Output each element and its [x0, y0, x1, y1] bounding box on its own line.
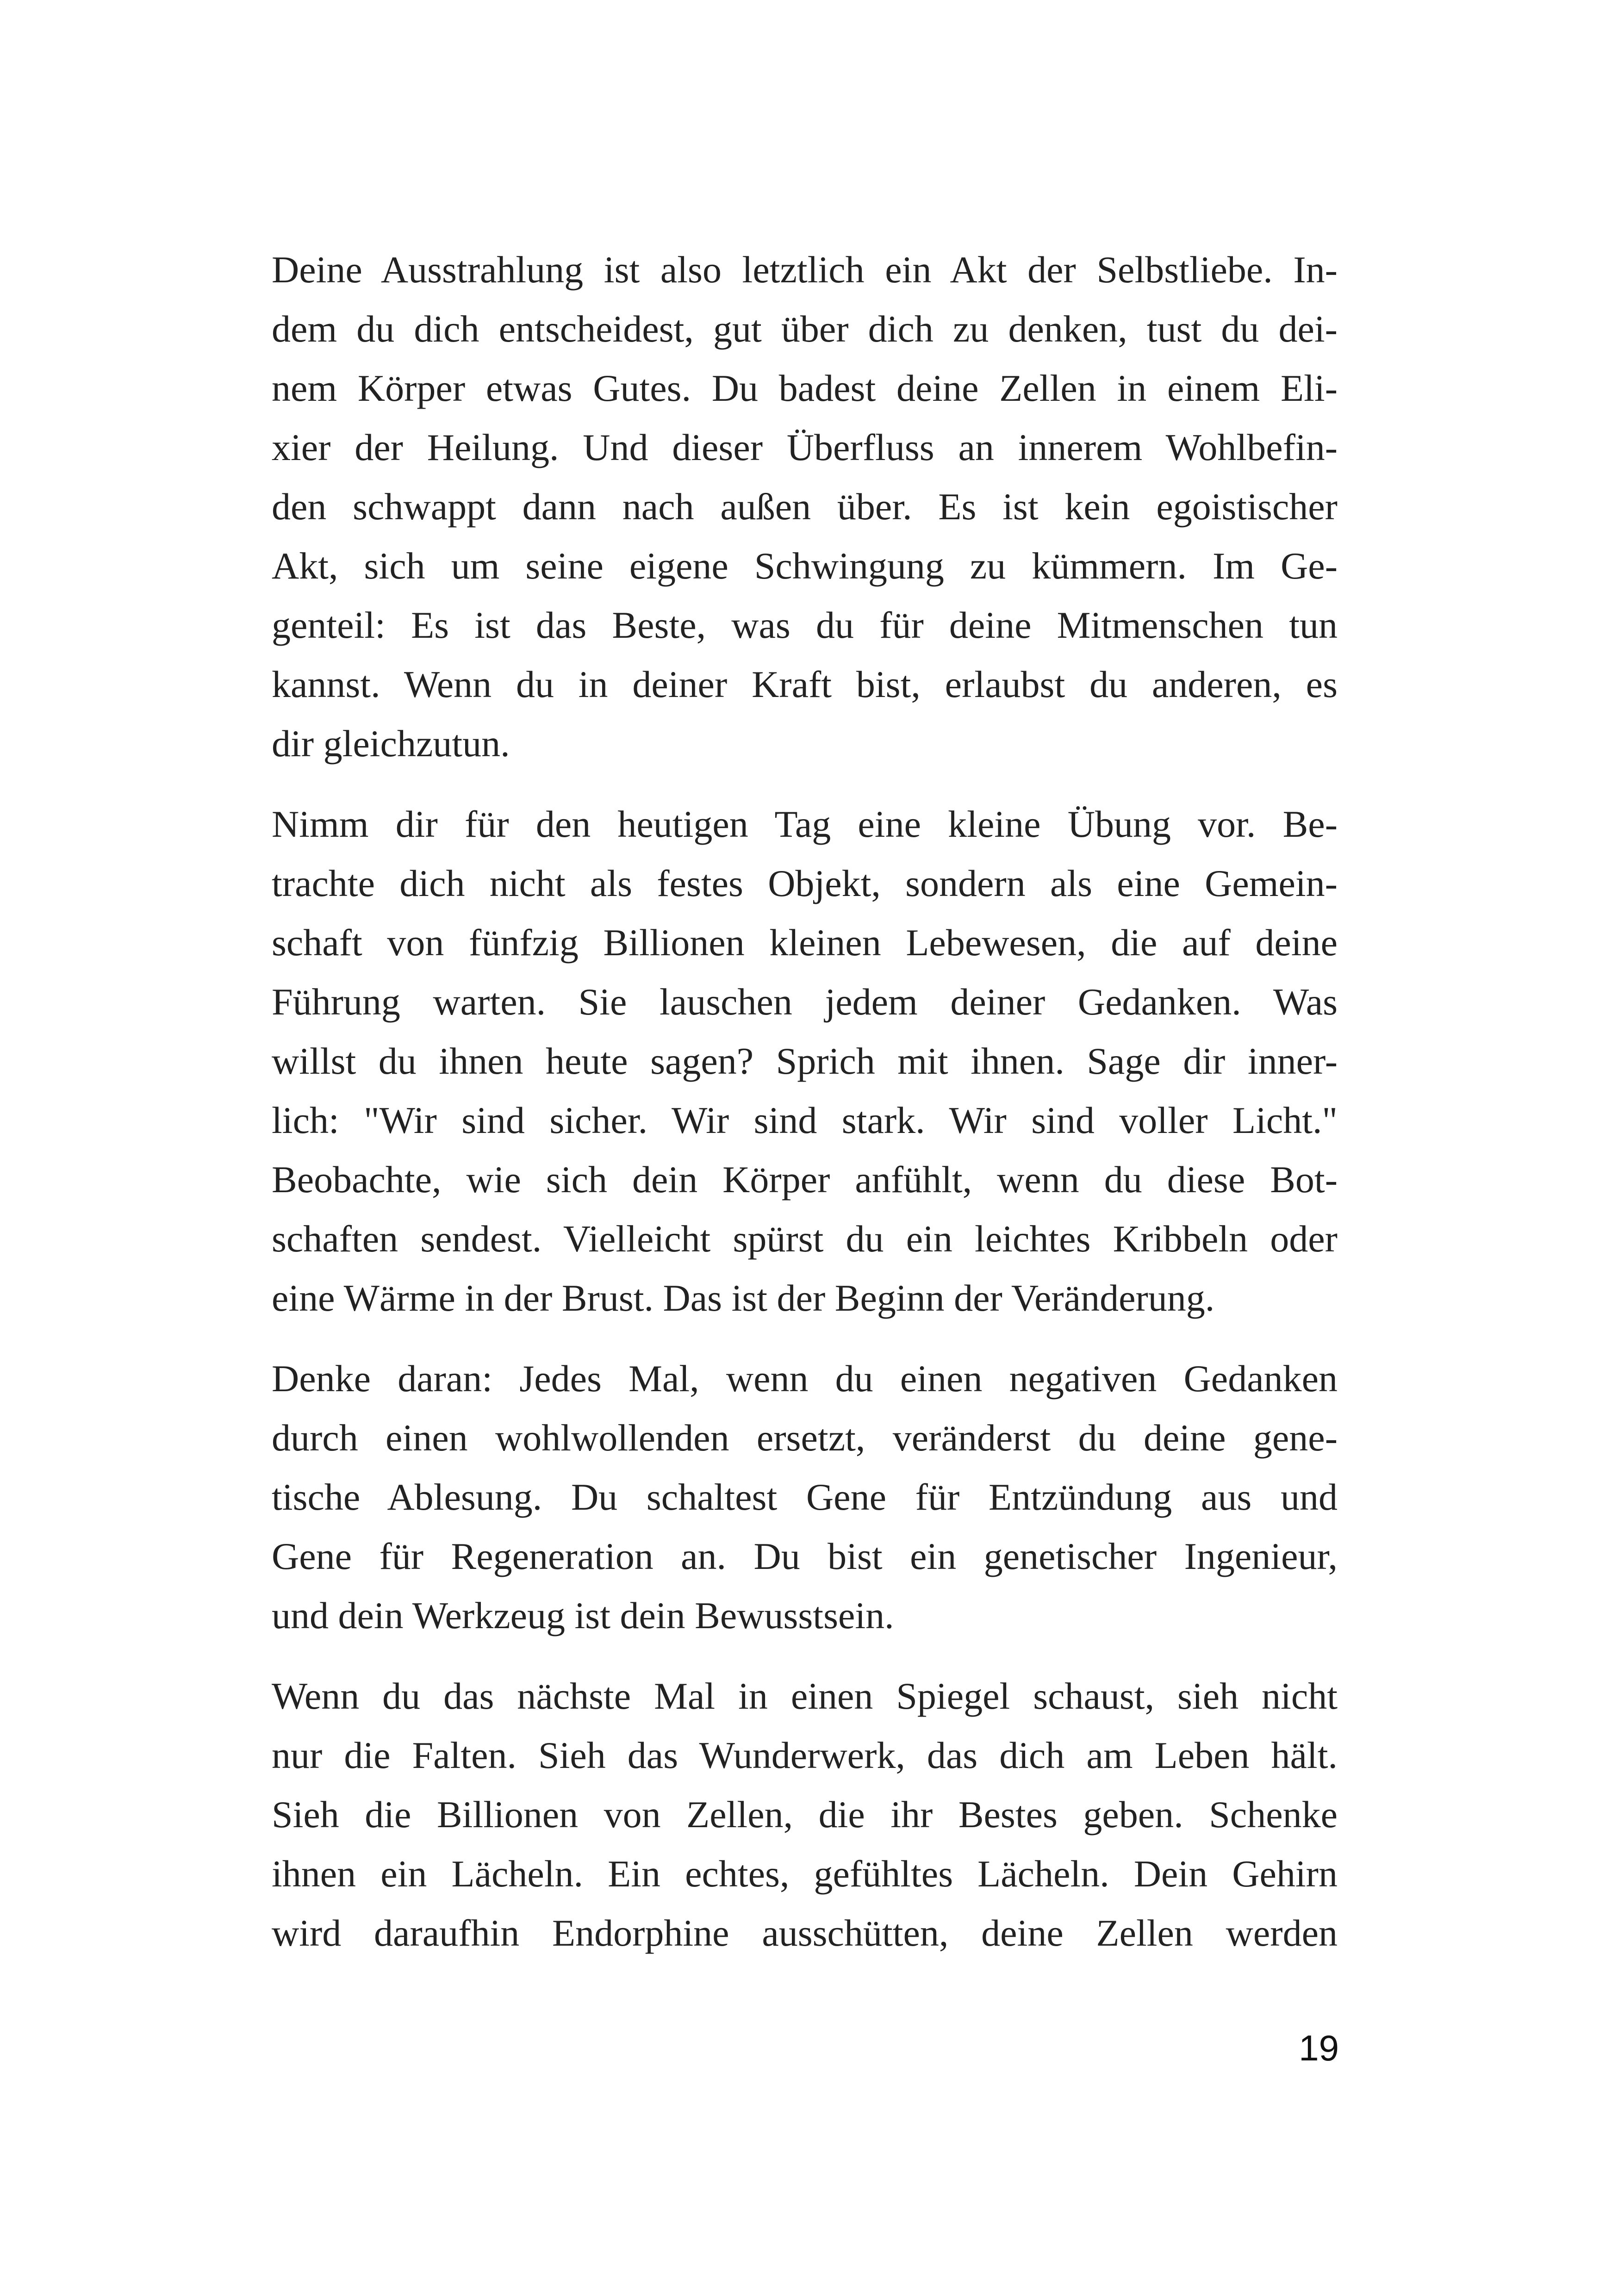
- text-line: und dein Werkzeug ist dein Bewusstsein.: [272, 1594, 894, 1636]
- text-line: trachte dich nicht als festes Objekt, sondern als eine Gemein-: [272, 862, 1338, 904]
- text-line: Denke daran: Jedes Mal, wenn du einen negativen Gedanken: [272, 1357, 1338, 1400]
- text-line: Wenn du das nächste Mal in einen Spiegel schaust, sieh nicht: [272, 1675, 1338, 1717]
- paragraph: [272, 795, 1338, 1328]
- text-line: dem du dich entscheidest, gut über dich zu denken, tust du dei-: [272, 308, 1338, 350]
- text-line: kannst. Wenn du in deiner Kraft bist, erlaubst du anderen, es: [272, 663, 1338, 705]
- text-line: lich: "Wir sind sicher. Wir sind stark. Wir sind voller Licht.": [272, 1099, 1338, 1141]
- text-line: schaft von fünfzig Billionen kleinen Lebewesen, die auf deine: [272, 921, 1338, 964]
- text-line: xier der Heilung. Und dieser Überfluss an innerem Wohlbefin-: [272, 426, 1338, 468]
- text-line: genteil: Es ist das Beste, was du für deine Mitmenschen tun: [272, 604, 1338, 646]
- paragraph: [272, 1667, 1338, 1963]
- text-line: den schwappt dann nach außen über. Es ist kein egoistischer: [272, 485, 1338, 528]
- text-line: durch einen wohlwollenden ersetzt, veränderst du deine gene-: [272, 1417, 1338, 1459]
- text-line: eine Wärme in der Brust. Das ist der Beginn der Veränderung.: [272, 1277, 1215, 1319]
- text-line: Nimm dir für den heutigen Tag eine kleine Übung vor. Be-: [272, 803, 1338, 845]
- text-line: tische Ablesung. Du schaltest Gene für Entzündung aus und: [272, 1476, 1338, 1518]
- text-line: ihnen ein Lächeln. Ein echtes, gefühltes Lächeln. Dein Gehirn: [272, 1853, 1338, 1895]
- text-line: Führung warten. Sie lauschen jedem deiner Gedanken. Was: [272, 981, 1338, 1023]
- text-line: schaften sendest. Vielleicht spürst du ein leichtes Kribbeln oder: [272, 1218, 1338, 1260]
- paragraph: [272, 1349, 1338, 1645]
- text-line: Gene für Regeneration an. Du bist ein genetischer Ingenieur,: [272, 1535, 1338, 1577]
- text-line: Sieh die Billionen von Zellen, die ihr Bestes geben. Schenke: [272, 1793, 1338, 1836]
- page-number: 19: [1299, 2028, 1339, 2068]
- text-line: Deine Ausstrahlung ist also letztlich ein Akt der Selbstliebe. In-: [272, 249, 1338, 291]
- body-text: [272, 240, 1338, 1984]
- text-line: willst du ihnen heute sagen? Sprich mit ihnen. Sage dir inner-: [272, 1040, 1338, 1082]
- text-line: Beobachte, wie sich dein Körper anfühlt, wenn du diese Bot-: [272, 1158, 1338, 1201]
- text-line: wird daraufhin Endorphine ausschütten, deine Zellen werden: [272, 1912, 1338, 1954]
- paragraph: [272, 240, 1338, 773]
- text-line: dir gleichzutun.: [272, 722, 510, 765]
- text-line: Akt, sich um seine eigene Schwingung zu kümmern. Im Ge-: [272, 545, 1338, 587]
- text-line: nur die Falten. Sieh das Wunderwerk, das dich am Leben hält.: [272, 1734, 1338, 1776]
- text-line: nem Körper etwas Gutes. Du badest deine Zellen in einem Eli-: [272, 367, 1338, 409]
